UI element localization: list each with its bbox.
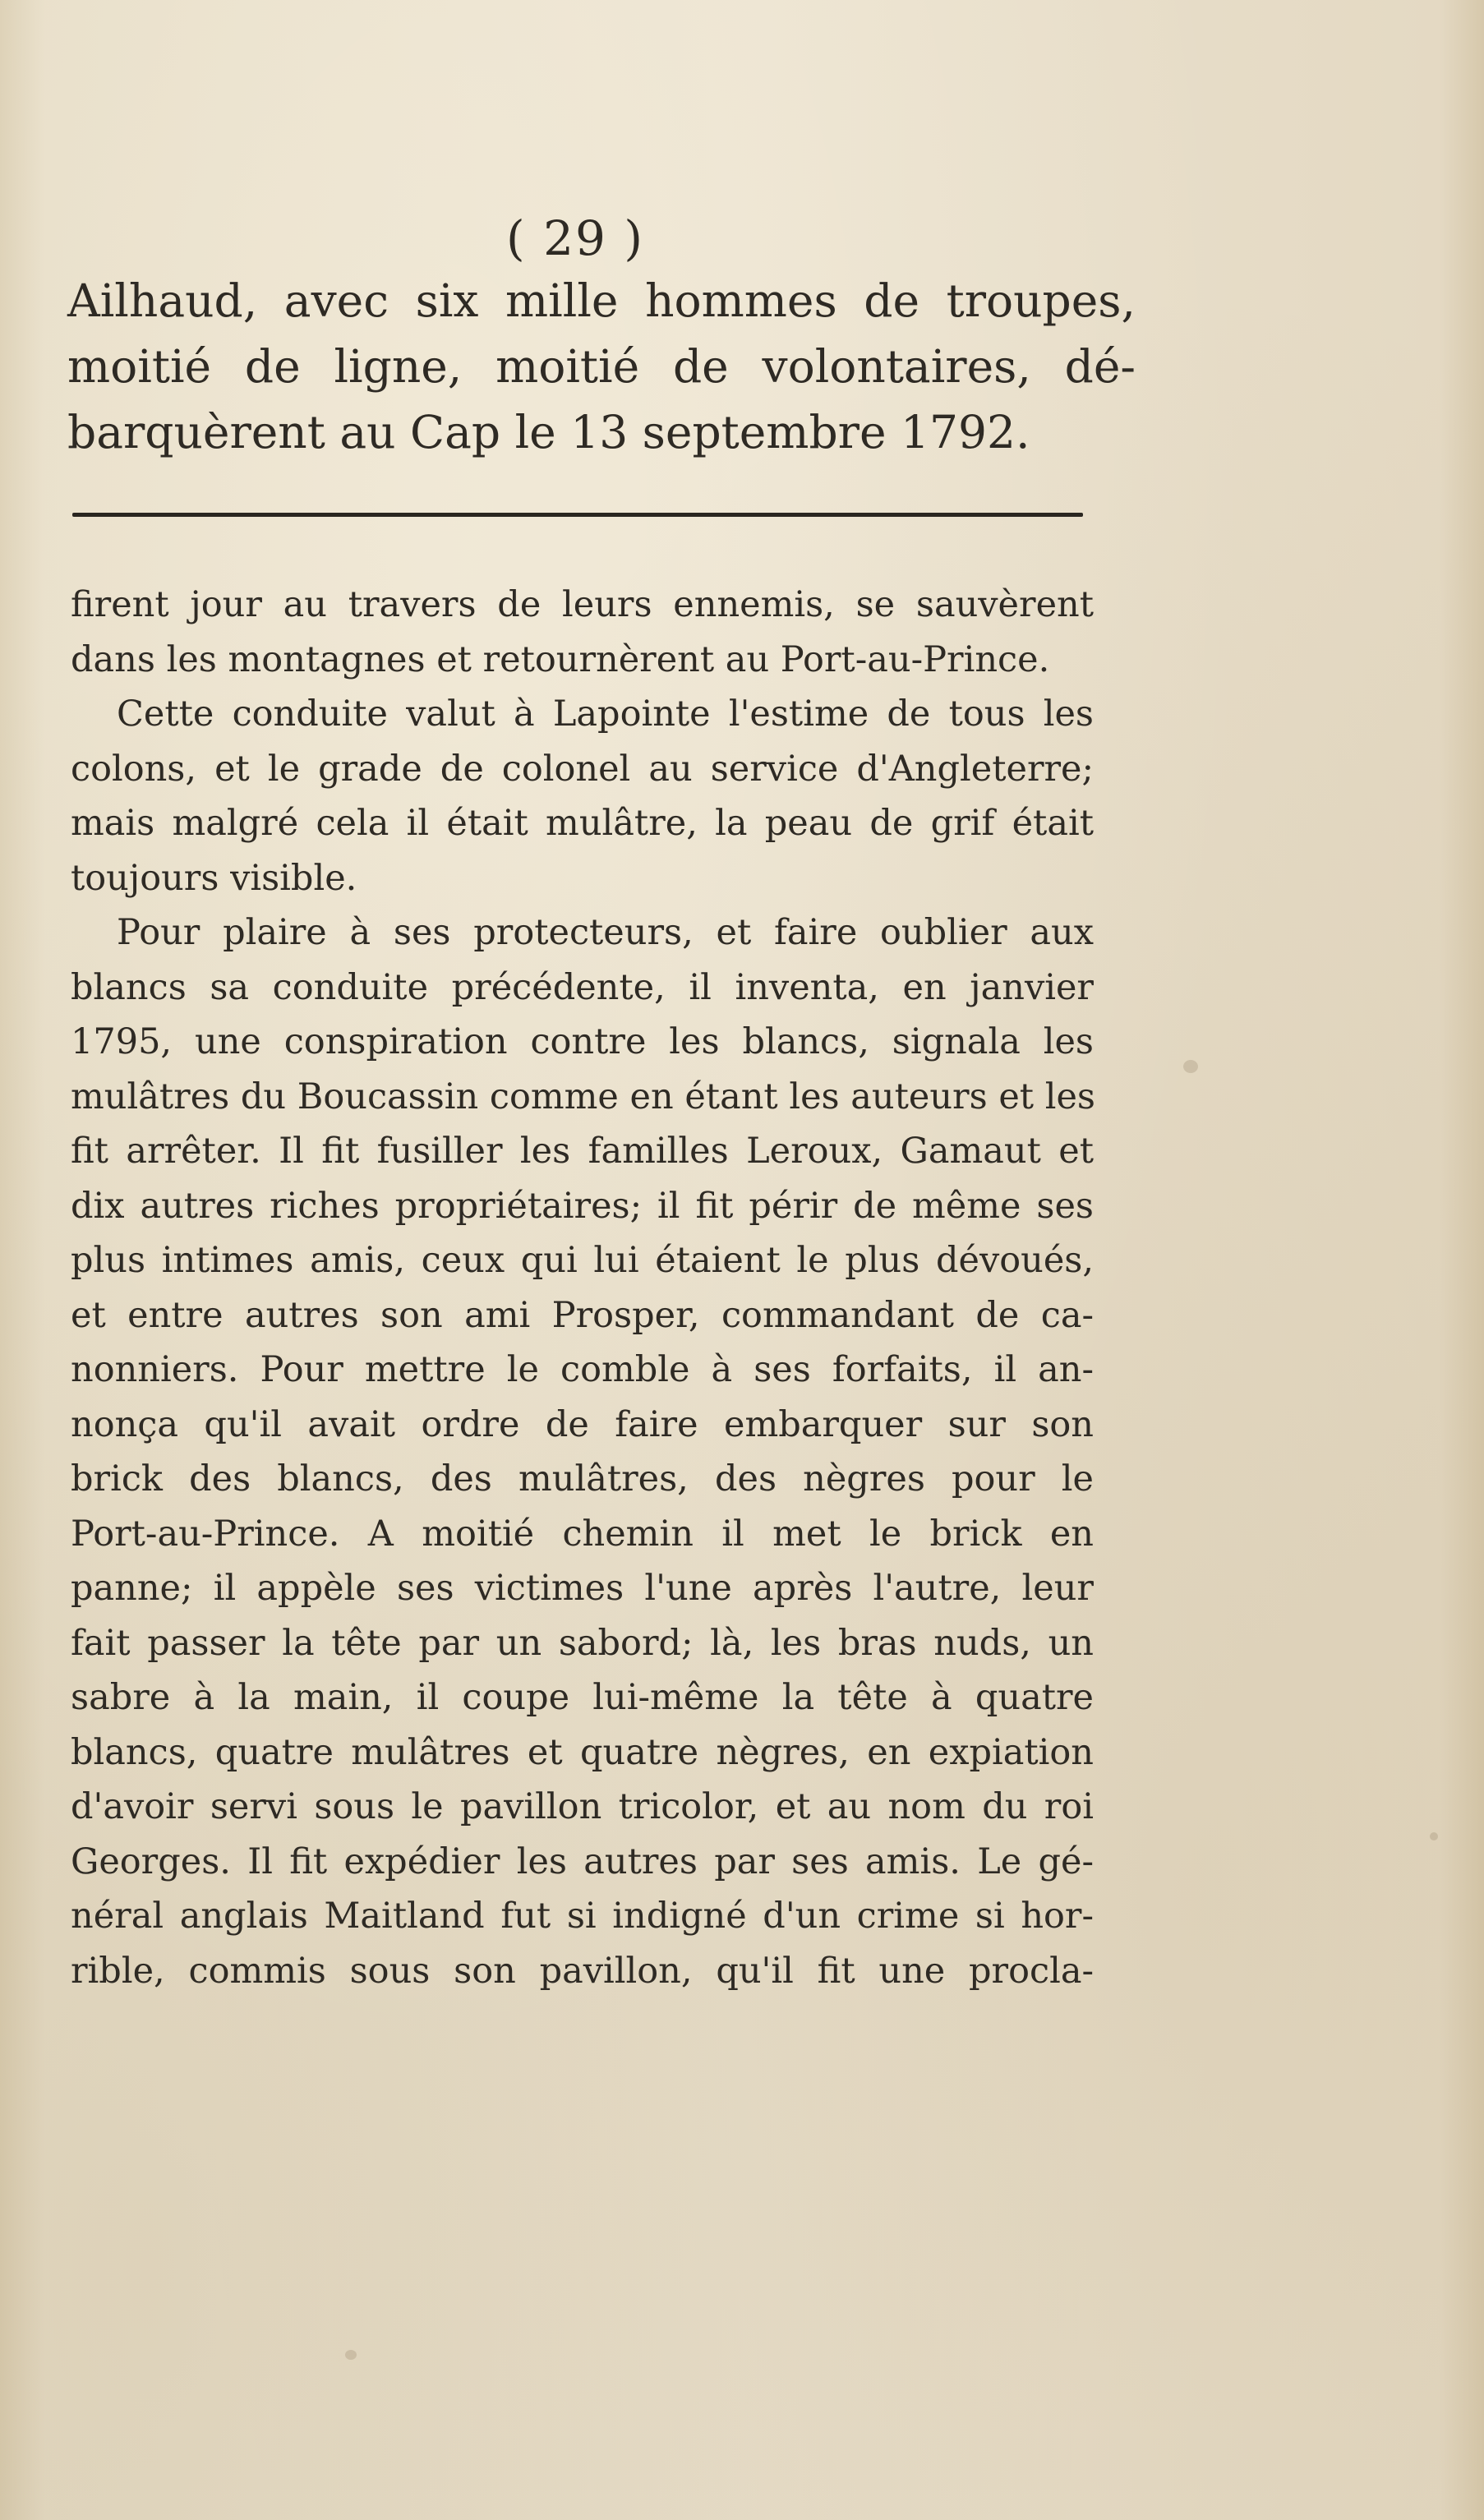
text-line: mais malgré cela il était mulâtre, la peau de grif était (71, 803, 1094, 844)
text-line: dans les montagnes et retournèrent au Port-au-Prince. (71, 638, 1050, 680)
text-line: néral anglais Maitland fut si indigné d'un crime si hor- (71, 1896, 1094, 1937)
foxing-spot (1430, 1832, 1438, 1840)
text-line: Ailhaud, avec six mille hommes de troupes, (67, 274, 1136, 327)
text-line: et entre autres son ami Prosper, commandant de ca- (71, 1294, 1094, 1336)
text-line: nonniers. Pour mettre le comble à ses forfaits, il an- (71, 1349, 1094, 1390)
text-line: moitié de ligne, moitié de volontaires, dé- (67, 340, 1136, 393)
text-line: Cette conduite valut à Lapointe l'estime de tous les (117, 693, 1094, 735)
text-line: firent jour au travers de leurs ennemis, se sauvèrent (71, 584, 1094, 625)
text-line: blancs, quatre mulâtres et quatre nègres, en expiation (71, 1731, 1094, 1773)
page-number: ( 29 ) (506, 210, 644, 266)
text-line: sabre à la main, il coupe lui-même la tête à quatre (71, 1677, 1094, 1718)
text-line: panne; il appèle ses victimes l'une après l'autre, leur (71, 1568, 1094, 1609)
text-line: brick des blancs, des mulâtres, des nègres pour le (71, 1458, 1094, 1500)
text-line: mulâtres du Boucassin comme en étant les auteurs et les (71, 1076, 1095, 1117)
foxing-spot (1183, 1060, 1198, 1073)
text-line: fait passer la tête par un sabord; là, les bras nuds, un (71, 1622, 1094, 1664)
section-divider (72, 513, 1083, 517)
text-line: fit arrêter. Il fit fusiller les familles Leroux, Gamaut et (71, 1131, 1094, 1172)
text-line: plus intimes amis, ceux qui lui étaient le plus dévoués, (71, 1240, 1094, 1281)
continued-paragraph (67, 268, 1136, 465)
text-line: rible, commis sous son pavillon, qu'il fit une procla- (71, 1950, 1094, 1992)
body-text (71, 578, 1094, 1998)
text-line: Port-au-Prince. A moitié chemin il met le brick en (71, 1513, 1094, 1555)
text-line: barquèrent au Cap le 13 septembre 1792. (67, 406, 1030, 458)
text-line: colons, et le grade de colonel au service d'Angleterre; (71, 748, 1094, 790)
text-line: blancs sa conduite précédente, il inventa, en janvier (71, 966, 1094, 1008)
foxing-spot (345, 2350, 357, 2360)
text-line: dix autres riches propriétaires; il fit périr de même ses (71, 1185, 1094, 1227)
text-line: Georges. Il fit expédier les autres par ses amis. Le gé- (71, 1840, 1094, 1882)
text-line: nonça qu'il avait ordre de faire embarquer sur son (71, 1403, 1094, 1445)
text-line: Pour plaire à ses protecteurs, et faire oublier aux (117, 912, 1094, 953)
text-line: 1795, une conspiration contre les blancs, signala les (71, 1021, 1094, 1062)
text-line: d'avoir servi sous le pavillon tricolor, et au nom du roi (71, 1786, 1094, 1827)
text-line: toujours visible. (71, 857, 357, 899)
